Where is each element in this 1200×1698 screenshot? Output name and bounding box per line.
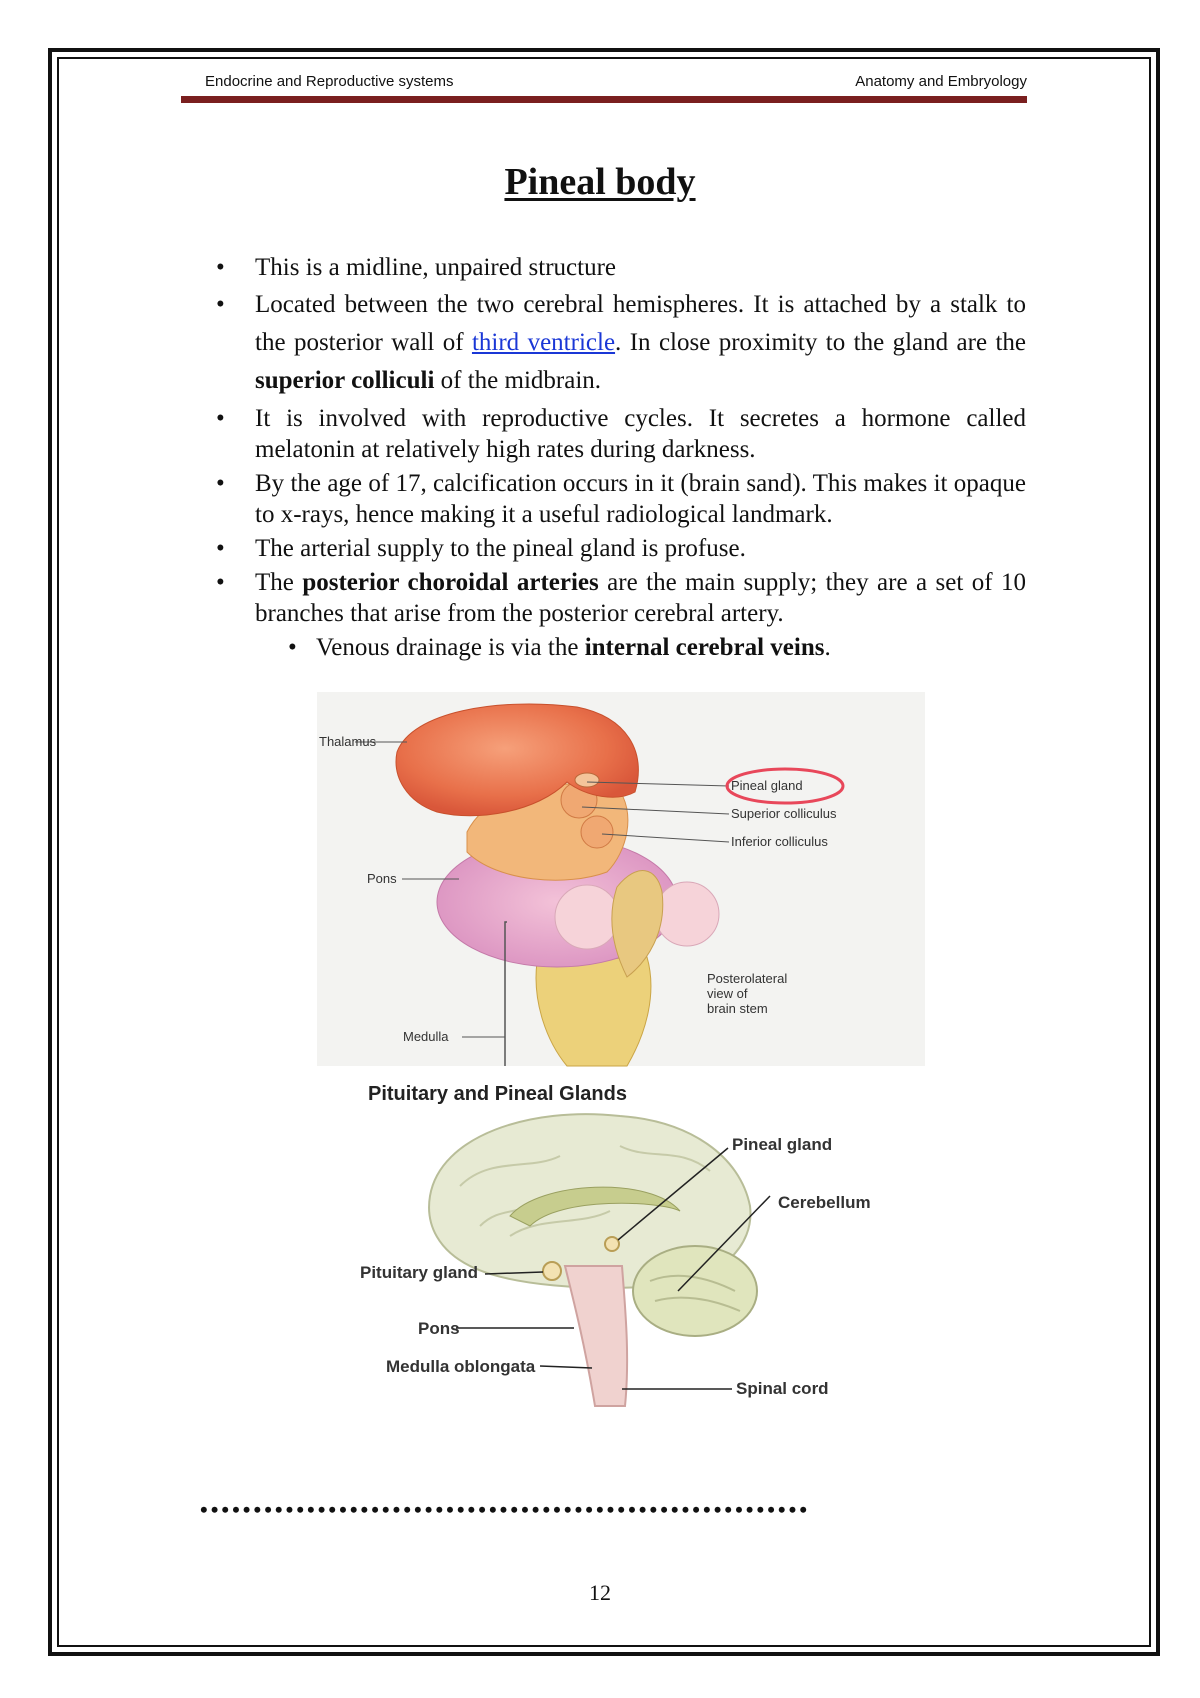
label-thalamus: Thalamus — [319, 734, 377, 749]
label-pons: Pons — [418, 1319, 460, 1338]
bullet-item: • Venous drainage is via the internal cerebral veins. — [288, 632, 1026, 663]
cerebellum-shape — [633, 1246, 757, 1336]
footer-dotted-rule: ••••••••••••••••••••••••••••••••••••••••••••••••••••••••• — [200, 1497, 811, 1522]
bullet-item: • By the age of 17, calcification occurs in it (brain sand). This makes it opaque to x-rays, hence making it a useful radiological landmark. — [216, 468, 1026, 530]
pineal-gland-shape — [575, 773, 599, 787]
header-left: Endocrine and Reproductive systems — [205, 73, 454, 90]
bullet-item: • The arterial supply to the pineal gland is profuse. — [216, 533, 1026, 564]
label-superior-colliculus: Superior colliculus — [731, 806, 837, 821]
figure2-title: Pituitary and Pineal Glands — [368, 1083, 627, 1105]
label-spinal-cord: Spinal cord — [736, 1379, 829, 1398]
label-inferior-colliculus: Inferior colliculus — [731, 834, 828, 849]
medulla-shape — [536, 957, 651, 1066]
label-pons: Pons — [367, 871, 397, 886]
pons-cut-left — [555, 885, 619, 949]
bullet-item: • It is involved with reproductive cycles. It secretes a hormone called melatonin at relatively high rates during darkness. — [216, 403, 1026, 465]
page-number: 12 — [589, 1580, 611, 1605]
bullet-list — [216, 252, 1026, 666]
bullet-item: • The posterior choroidal arteries are the main supply; they are a set of 10 branches that arise from the posterior cerebral artery. — [216, 567, 1026, 629]
pituitary-gland-shape — [543, 1262, 561, 1280]
pons-cut-right — [655, 882, 719, 946]
page-title: Pineal body — [504, 161, 696, 203]
label-pineal-gland: Pineal gland — [732, 1135, 833, 1154]
bullet-item: • Located between the two cerebral hemispheres. It is attached by a stalk to the posterior wall of third ventricle. In close proximity to the gland are the superior colliculi of the midbrain. — [216, 286, 1026, 400]
header-rule — [181, 96, 1027, 103]
pineal-gland-shape — [605, 1237, 619, 1251]
brainstem-illustration — [317, 692, 925, 1066]
bullet-item: • This is a midline, unpaired structure — [216, 252, 1026, 283]
inferior-colliculus-shape — [581, 816, 613, 848]
label-cerebellum: Cerebellum — [778, 1193, 871, 1212]
brainstem-shape — [565, 1266, 627, 1406]
label-view-line3: brain stem — [707, 1001, 768, 1016]
label-pituitary-gland: Pituitary gland — [360, 1263, 479, 1282]
label-view-line1: Posterolateral — [707, 971, 788, 986]
pituitary-pineal-illustration — [360, 1076, 920, 1436]
third-ventricle-link[interactable]: third ventricle — [471, 329, 616, 356]
header-right: Anatomy and Embryology — [855, 73, 1027, 90]
label-medulla-oblongata: Medulla oblongata — [386, 1357, 536, 1376]
label-view-line2: view of — [707, 986, 748, 1001]
label-medulla: Medulla — [403, 1029, 449, 1044]
label-pineal-gland: Pineal gland — [731, 778, 803, 793]
